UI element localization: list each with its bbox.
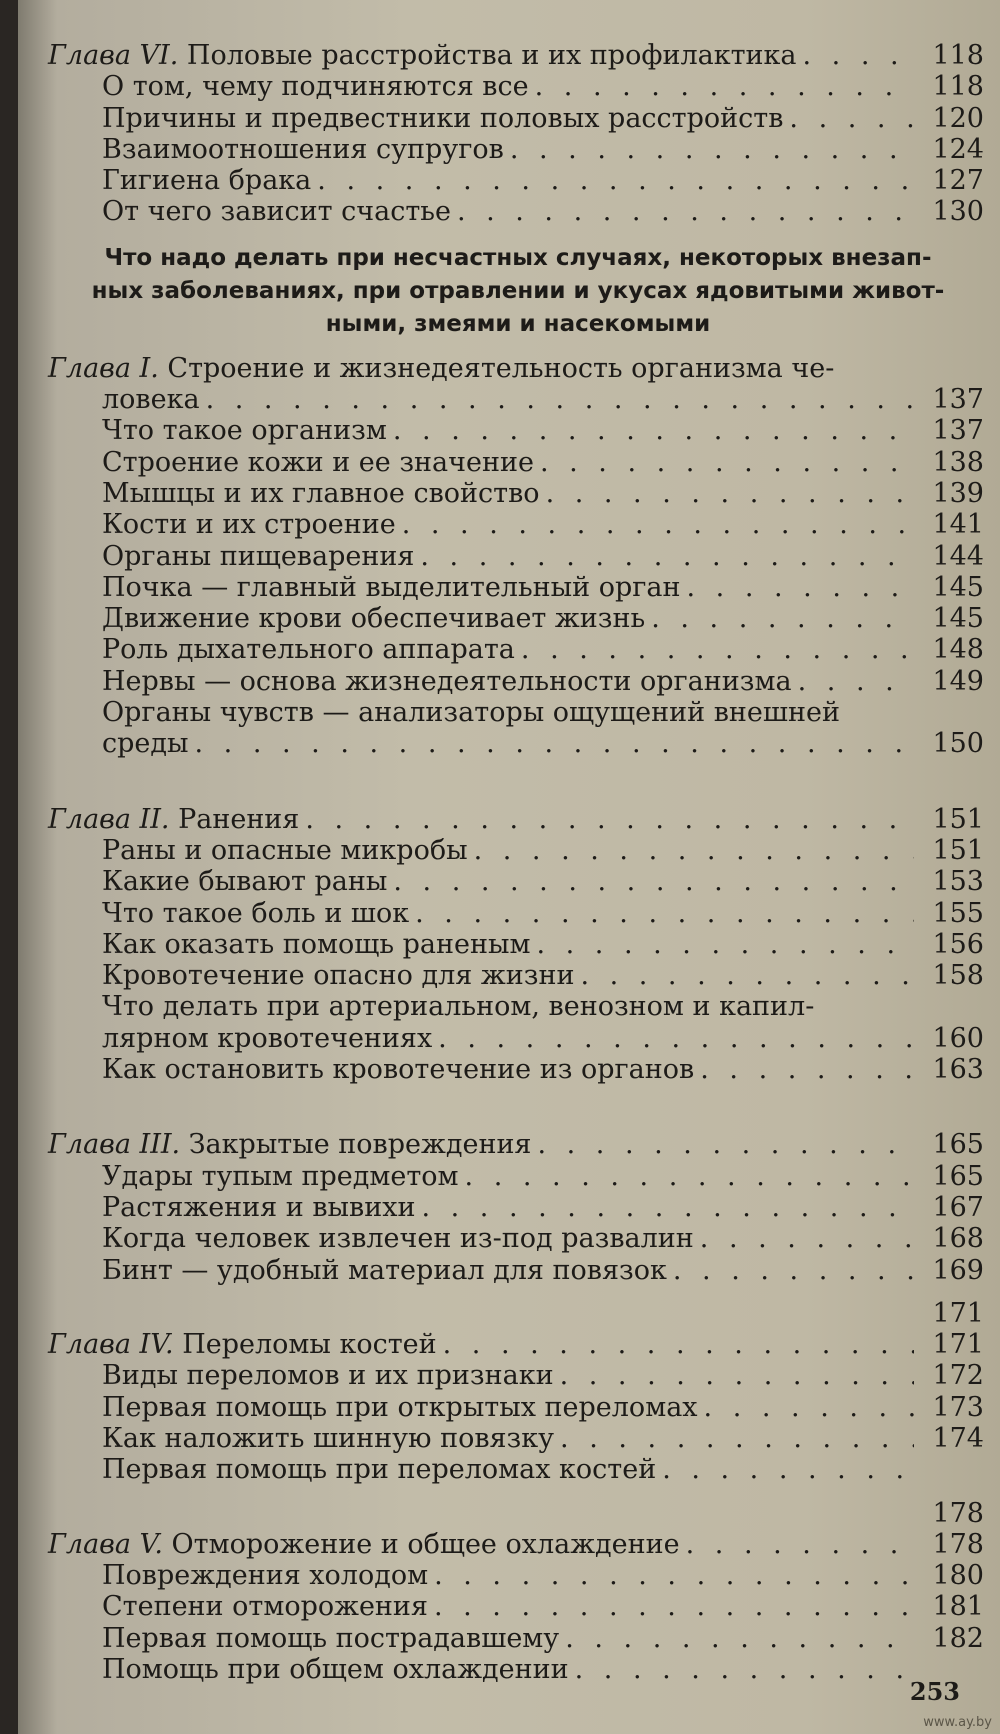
chapter-title: Глава I. Строение и жизнедеятельность организма че- bbox=[48, 352, 835, 384]
watermark: www.ay.by bbox=[923, 1715, 992, 1730]
toc-entry: Первая помощь при переломах костей . . . bbox=[48, 1454, 988, 1485]
toc-entry: Что делать при артериальном, венозном и капил- bbox=[102, 991, 815, 1023]
page-number: 253 bbox=[909, 1677, 960, 1706]
toc-entry: Кровотечение опасно для жизни . . . 158 bbox=[48, 960, 988, 991]
toc-entry: Что такое боль и шок . . . 155 bbox=[48, 898, 988, 929]
toc-entry: Нервы — основа жизнедеятельности организма . . . 149 bbox=[48, 666, 988, 697]
toc-entry-continuation: среды . . . 150 bbox=[48, 728, 988, 759]
toc-entry: Какие бывают раны . . . 153 bbox=[48, 866, 988, 897]
toc-entry: Помощь при общем охлаждении . . . bbox=[48, 1654, 988, 1685]
toc-entry: Бинт — удобный материал для повязок . . . 169 bbox=[48, 1255, 988, 1286]
toc-entry: О том, чему подчиняются все . . . 118 bbox=[48, 71, 988, 102]
toc-entry: Удары тупым предметом . . . 165 bbox=[48, 1161, 988, 1192]
toc-entry: Кости и их строение . . . 141 bbox=[48, 509, 988, 540]
toc-entry: Строение кожи и ее значение . . . 138 bbox=[48, 447, 988, 478]
trailing-page-number: 171 bbox=[932, 1297, 984, 1329]
toc-entry: Виды переломов и их признаки . . . 172 bbox=[48, 1360, 988, 1391]
trailing-page-number: 178 bbox=[932, 1497, 984, 1529]
chapter-title: Глава V. Отморожение и общее охлаждение . . . 178 bbox=[48, 1529, 988, 1560]
table-of-contents bbox=[48, 40, 988, 1685]
toc-entry: Взаимоотношения супругов . . . 124 bbox=[48, 134, 988, 165]
toc-entry: Повреждения холодом . . . 180 bbox=[48, 1560, 988, 1591]
chapter-title: Глава III. Закрытые повреждения . . . 165 bbox=[48, 1129, 988, 1160]
toc-entry: Первая помощь пострадавшему . . . 182 bbox=[48, 1623, 988, 1654]
toc-entry: Органы чувств — анализаторы ощущений внешней bbox=[102, 697, 840, 729]
toc-entry: Почка — главный выделительный орган . . . 145 bbox=[48, 572, 988, 603]
toc-entry: Как оказать помощь раненым . . . 156 bbox=[48, 929, 988, 960]
toc-entry: Органы пищеварения . . . 144 bbox=[48, 541, 988, 572]
toc-entry: Как остановить кровотечение из органов . . . 163 bbox=[48, 1054, 988, 1085]
chapter-title: Глава II. Ранения . . . 151 bbox=[48, 804, 988, 835]
toc-entry: Первая помощь при открытых переломах . . . 173 bbox=[48, 1392, 988, 1423]
toc-entry: От чего зависит счастье . . . 130 bbox=[48, 196, 988, 227]
toc-entry: Движение крови обеспечивает жизнь . . . 145 bbox=[48, 603, 988, 634]
toc-entry: Как наложить шинную повязку . . . 174 bbox=[48, 1423, 988, 1454]
toc-entry: Раны и опасные микробы . . . 151 bbox=[48, 835, 988, 866]
toc-entry: Когда человек извлечен из-под развалин . . . 168 bbox=[48, 1223, 988, 1254]
toc-entry: Растяжения и вывихи . . . 167 bbox=[48, 1192, 988, 1223]
toc-entry-continuation: лярном кровотечениях . . . 160 bbox=[48, 1023, 988, 1054]
toc-entry: Что такое организм . . . 137 bbox=[48, 415, 988, 446]
toc-entry: Гигиена брака . . . 127 bbox=[48, 165, 988, 196]
section-heading: Что надо делать при несчастных случаях, некоторых внезап- ных заболеваниях, при отравлении и укусах ядовитыми живот- ными, змеями и насекомыми bbox=[91, 244, 945, 337]
chapter-title: Глава IV. Переломы костей . . . 171 bbox=[48, 1329, 988, 1360]
toc-entry: Роль дыхательного аппарата . . . 148 bbox=[48, 634, 988, 665]
toc-entry: Мышцы и их главное свойство . . . 139 bbox=[48, 478, 988, 509]
chapter-title: Глава VI. Половые расстройства и их профилактика . . . 118 bbox=[48, 40, 988, 71]
toc-entry: Степени отморожения . . . 181 bbox=[48, 1591, 988, 1622]
book-page bbox=[18, 0, 1000, 1734]
chapter-title-continuation: ловека . . . 137 bbox=[48, 384, 988, 415]
toc-entry: Причины и предвестники половых расстройств . . . 120 bbox=[48, 103, 988, 134]
